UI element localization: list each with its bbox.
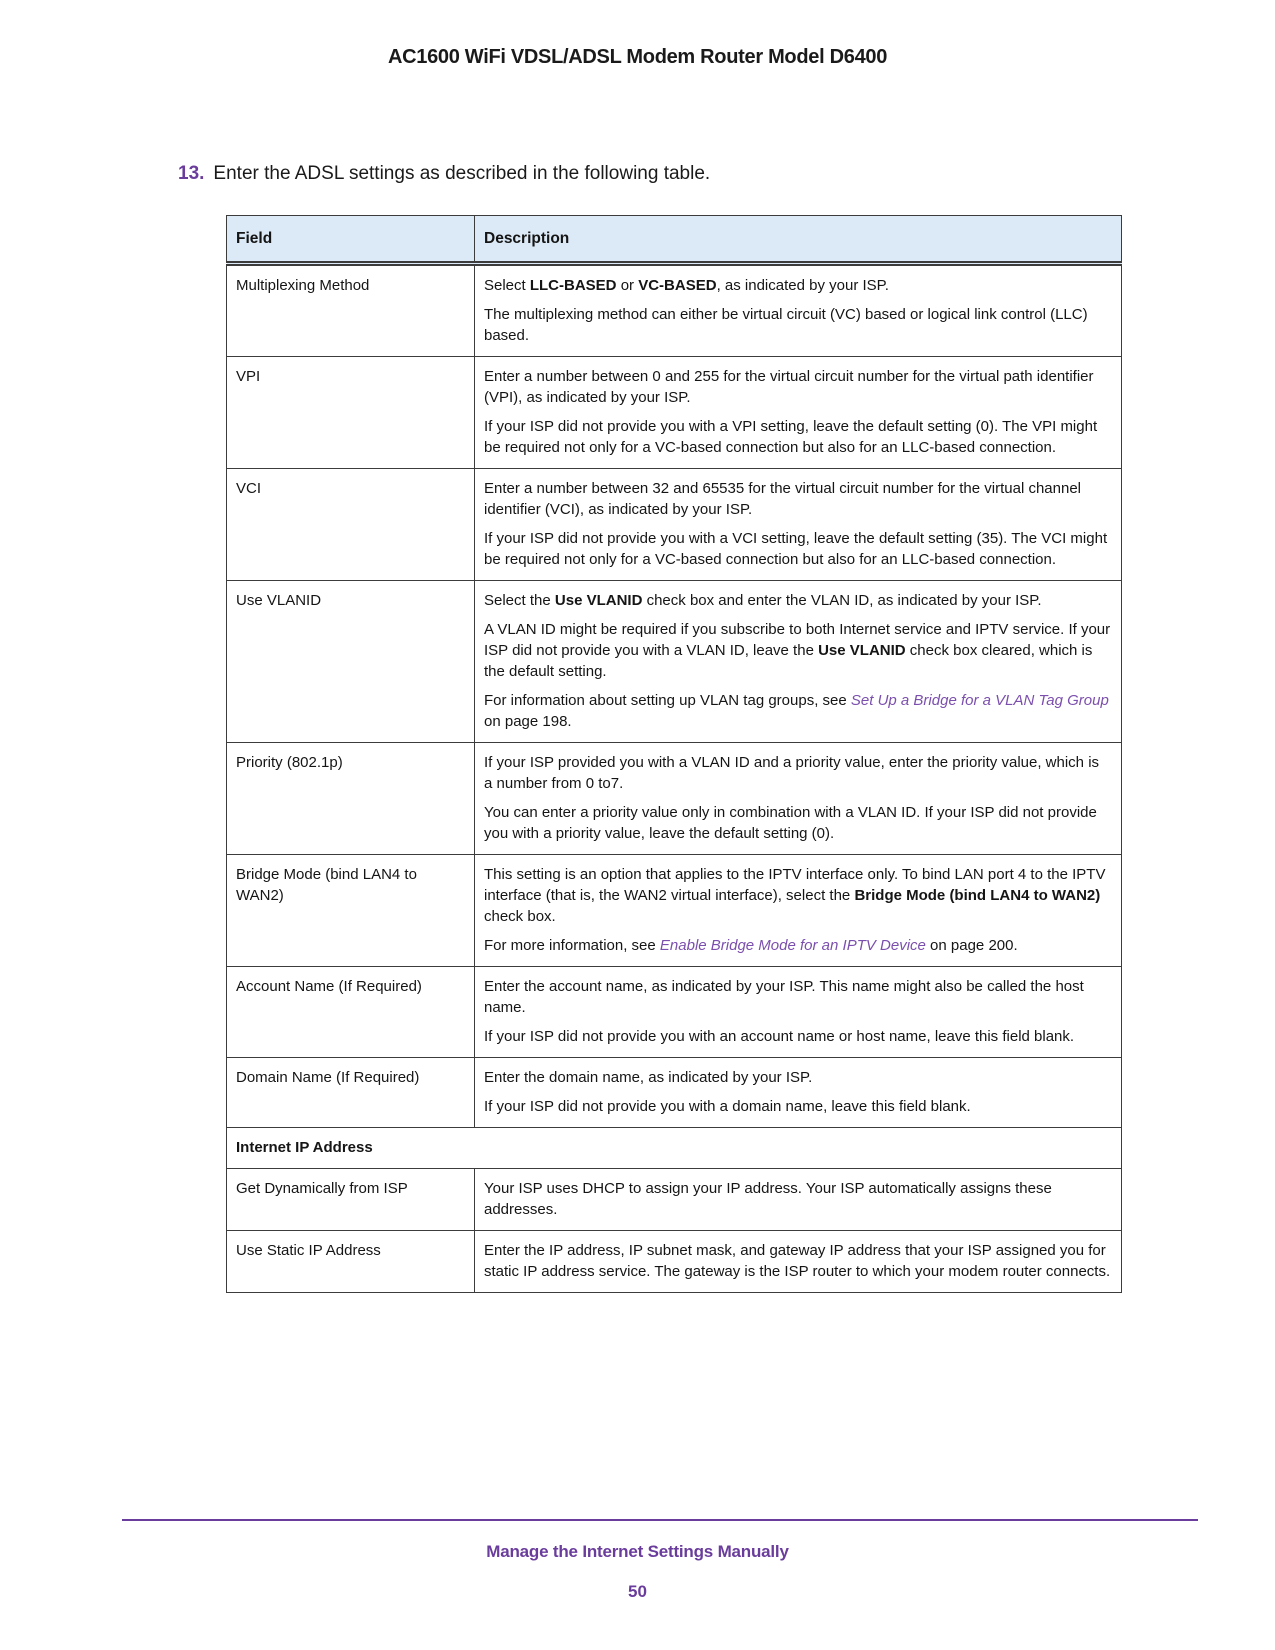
field-cell: Get Dynamically from ISP [227, 1169, 475, 1231]
text-segment: Enter the IP address, IP subnet mask, and gateway IP address that your ISP assigned you for static IP address service. The gateway is the ISP router to which your modem router connects. [484, 1242, 1111, 1280]
text-segment: Select [484, 277, 530, 294]
table-row [227, 1231, 1122, 1293]
table-row [227, 1128, 1122, 1169]
description-paragraph [484, 619, 1111, 682]
description-paragraph [484, 478, 1111, 520]
table-row [227, 855, 1122, 967]
field-cell: Account Name (If Required) [227, 967, 475, 1058]
description-paragraph [484, 1096, 1111, 1117]
table-row [227, 1169, 1122, 1231]
bold-term: LLC-BASED [529, 277, 617, 294]
description-cell [475, 357, 1122, 469]
text-segment: Enter the domain name, as indicated by your ISP. [484, 1069, 813, 1086]
description-paragraph [484, 802, 1111, 844]
field-cell: Domain Name (If Required) [227, 1058, 475, 1128]
field-cell: Use VLANID [227, 581, 475, 743]
description-cell [475, 1169, 1122, 1231]
description-paragraph [484, 1240, 1111, 1282]
description-cell [475, 743, 1122, 855]
description-cell [475, 469, 1122, 581]
cross-reference-link[interactable]: Enable Bridge Mode for an IPTV Device [659, 937, 926, 954]
description-cell [475, 264, 1122, 357]
text-segment: check box and enter the VLAN ID, as indicated by your ISP. [642, 592, 1042, 609]
text-segment: check box cleared, which is the default setting. [484, 642, 1093, 680]
text-segment: The multiplexing method can either be virtual circuit (VC) based or logical link control (LLC) based. [484, 306, 1088, 344]
description-paragraph [484, 275, 1111, 296]
text-segment: or [616, 277, 639, 294]
description-paragraph [484, 304, 1111, 346]
description-paragraph [484, 416, 1111, 458]
table-row [227, 469, 1122, 581]
step-number: 13. [178, 163, 205, 184]
step-text: Enter the ADSL settings as described in the following table. [213, 163, 711, 184]
text-segment: on page 198. [484, 713, 572, 730]
description-paragraph [484, 690, 1111, 732]
footer-section-title: Manage the Internet Settings Manually [486, 1542, 789, 1561]
description-cell [475, 855, 1122, 967]
field-cell: Use Static IP Address [227, 1231, 475, 1293]
step-13-line [178, 163, 1078, 185]
text-segment: If your ISP did not provide you with a VPI setting, leave the default setting (0). The VPI might be required not only for a VC-based connection but also for an LLC-based connection. [484, 418, 1098, 456]
description-paragraph [484, 976, 1111, 1018]
table-row [227, 1058, 1122, 1128]
bold-term: Use VLANID [818, 642, 906, 659]
footer-divider-line [122, 1519, 1198, 1521]
description-paragraph [484, 528, 1111, 570]
table-row [227, 581, 1122, 743]
field-cell: Multiplexing Method [227, 264, 475, 357]
page-header-title: AC1600 WiFi VDSL/ADSL Modem Router Model D6400 [387, 46, 888, 68]
description-cell [475, 1058, 1122, 1128]
text-segment: For more information, see [484, 937, 660, 954]
table-body [227, 264, 1122, 1293]
text-segment: If your ISP did not provide you with an account name or host name, leave this field blank. [484, 1028, 1075, 1045]
column-header-field: Field [227, 216, 475, 264]
text-segment: check box. [484, 908, 556, 925]
text-segment: If your ISP provided you with a VLAN ID and a priority value, enter the priority value, which is a number from 0 to7. [484, 754, 1100, 792]
description-paragraph [484, 1067, 1111, 1088]
table-row [227, 967, 1122, 1058]
footer-page-number: 50 [628, 1582, 647, 1601]
table-header-row [227, 216, 1122, 264]
description-cell [475, 1231, 1122, 1293]
section-header-cell: Internet IP Address [227, 1128, 1122, 1169]
text-segment: Enter a number between 32 and 65535 for the virtual circuit number for the virtual channel identifier (VCI), as indicated by your ISP. [484, 480, 1082, 518]
description-paragraph [484, 1026, 1111, 1047]
text-segment: You can enter a priority value only in combination with a VLAN ID. If your ISP did not provide you with a priority value, leave the default setting (0). [484, 804, 1097, 842]
text-segment: For information about setting up VLAN tag groups, see [484, 692, 851, 709]
text-segment: A VLAN ID might be required if you subscribe to both Internet service and IPTV service. If your ISP did not provide you with a VLAN ID, leave the [484, 621, 1111, 659]
field-cell: Bridge Mode (bind LAN4 to WAN2) [227, 855, 475, 967]
description-cell [475, 581, 1122, 743]
text-segment: , as indicated by your ISP. [716, 277, 889, 294]
column-header-description: Description [475, 216, 1122, 264]
bold-term: VC-BASED [638, 277, 717, 294]
text-segment: If your ISP did not provide you with a domain name, leave this field blank. [484, 1098, 971, 1115]
text-segment: Enter the account name, as indicated by your ISP. This name might also be called the host name. [484, 978, 1084, 1016]
adsl-settings-table [226, 215, 1122, 1293]
field-cell: Priority (802.1p) [227, 743, 475, 855]
description-paragraph [484, 935, 1111, 956]
description-cell [475, 967, 1122, 1058]
text-segment: Select the [484, 592, 555, 609]
table-row [227, 743, 1122, 855]
table-row [227, 264, 1122, 357]
text-segment: If your ISP did not provide you with a VCI setting, leave the default setting (35). The VCI might be required not only for a VC-based connection but also for an LLC-based connection. [484, 530, 1108, 568]
text-segment: Enter a number between 0 and 255 for the virtual circuit number for the virtual path identifier (VPI), as indicated by your ISP. [484, 368, 1094, 406]
bold-term: Use VLANID [554, 592, 643, 609]
description-paragraph [484, 864, 1111, 927]
description-paragraph [484, 590, 1111, 611]
text-segment: Your ISP uses DHCP to assign your IP address. Your ISP automatically assigns these addresses. [484, 1180, 1052, 1218]
cross-reference-link[interactable]: Set Up a Bridge for a VLAN Tag Group [850, 692, 1109, 709]
bold-term: Bridge Mode (bind LAN4 to WAN2) [854, 887, 1101, 904]
field-cell: VCI [227, 469, 475, 581]
text-segment: on page 200. [925, 937, 1018, 954]
table-row [227, 357, 1122, 469]
field-cell: VPI [227, 357, 475, 469]
description-paragraph [484, 1178, 1111, 1220]
text-segment: This setting is an option that applies to the IPTV interface only. To bind LAN port 4 to the IPTV interface (that is, the WAN2 virtual interface), select the [484, 866, 1106, 904]
description-paragraph [484, 752, 1111, 794]
description-paragraph [484, 366, 1111, 408]
